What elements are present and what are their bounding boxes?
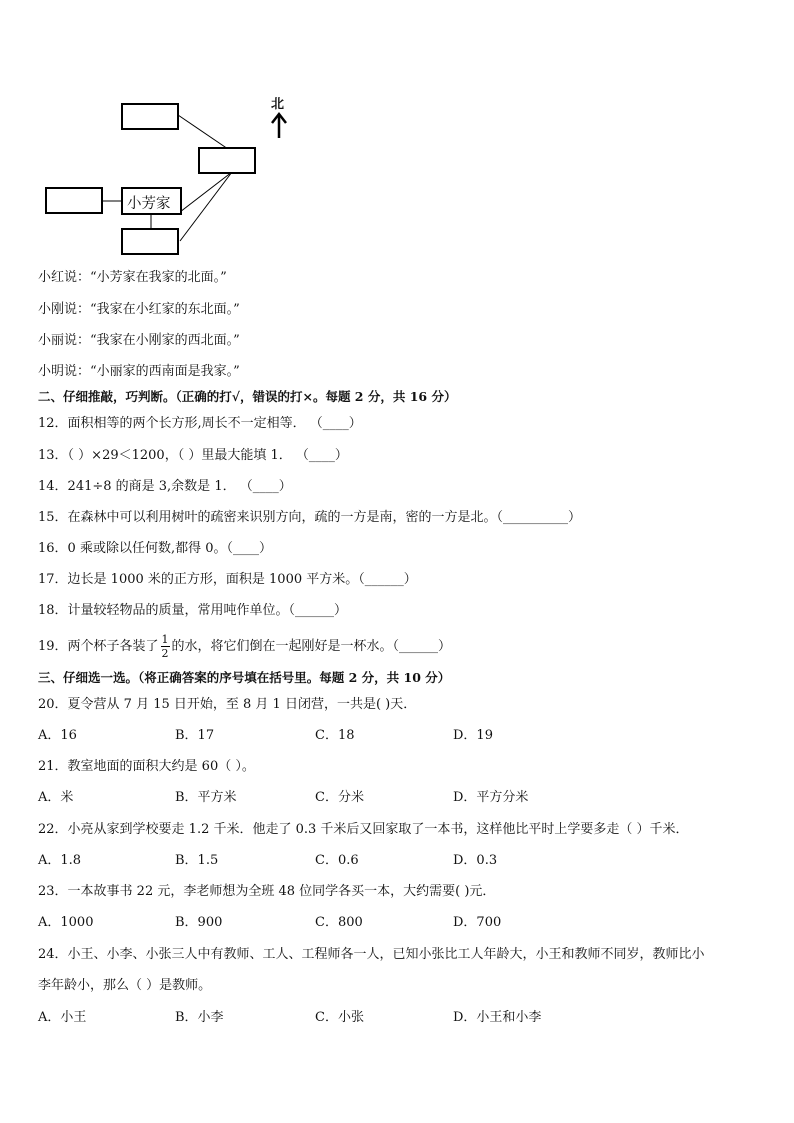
q20-option-b: B．17 <box>175 728 215 743</box>
q20-option-d: D．19 <box>453 728 493 743</box>
q21-option-a: A．米 <box>38 790 74 805</box>
blank-box-left <box>45 187 103 214</box>
blank-box-bottom <box>121 228 179 255</box>
q24-option-b: B．小李 <box>175 1010 224 1025</box>
question-24-line1: 24．小王、小李、小张三人中有教师、工人、工程师各一人，已知小张比工人年龄大，小王和教师不同岁，教师比小 <box>38 947 705 962</box>
q23-option-b: B．900 <box>175 915 223 930</box>
question-19-suffix: 的水，将它们倒在一起刚好是一杯水。（______） <box>171 639 452 654</box>
q22-option-b: B．1.5 <box>175 853 219 868</box>
question-17: 17．边长是 1000 米的正方形，面积是 1000 平方米。（______） <box>38 572 417 587</box>
center-home-label: 小芳家 <box>127 196 171 212</box>
fraction-denominator: 2 <box>161 647 169 660</box>
q20-option-c: C．18 <box>315 728 355 743</box>
question-21: 21．教室地面的面积大约是 60（ ）。 <box>38 759 255 774</box>
question-20: 20．夏令营从 7 月 15 日开始，至 8 月 1 日闭营，一共是( )天． <box>38 697 417 712</box>
question-12: 12．面积相等的两个长方形,周长不一定相等． （____） <box>38 416 362 431</box>
q23-option-d: D．700 <box>453 915 502 930</box>
q22-option-d: D．0.3 <box>453 853 498 868</box>
question-23: 23．一本故事书 22 元，李老师想为全班 48 位同学各买一本，大约需要( )元． <box>38 884 496 899</box>
question-15: 15．在森林中可以利用树叶的疏密来识别方向，疏的一方是南，密的一方是北。（__________） <box>38 510 582 525</box>
q24-option-a: A．小王 <box>38 1010 87 1025</box>
section3-heading: 三、仔细选一选。（将正确答案的序号填在括号里。每题 2 分，共 10 分） <box>38 670 451 685</box>
q22-option-c: C．0.6 <box>315 853 359 868</box>
q23-option-a: A．1000 <box>38 915 94 930</box>
q24-option-d: D．小王和小李 <box>453 1010 542 1025</box>
blank-box-top <box>121 103 179 130</box>
fraction-numerator: 1 <box>161 633 169 646</box>
q21-option-c: C．分米 <box>315 790 364 805</box>
diagram-connectors <box>0 0 320 260</box>
question-22: 22．小亮从家到学校要走 1.2 千米．他走了 0.3 千米后又回家取了一本书，这样他比平时上学要多走（ ）千米． <box>38 822 689 837</box>
question-18: 18．计量较轻物品的质量，常用吨作单位。（______） <box>38 603 348 618</box>
statement-4: 小明说：“小丽家的西南面是我家。” <box>38 364 240 379</box>
q23-option-c: C．800 <box>315 915 363 930</box>
q20-option-a: A．16 <box>38 728 77 743</box>
center-home-box <box>121 187 182 215</box>
question-19 <box>38 633 451 660</box>
statement-2: 小刚说：“我家在小红家的东北面。” <box>38 302 240 317</box>
question-24-line2: 李年龄小，那么（ ）是教师。 <box>38 978 212 993</box>
q21-option-b: B．平方米 <box>175 790 237 805</box>
question-16: 16．0 乘或除以任何数,都得 0。（____） <box>38 541 272 556</box>
q22-option-a: A．1.8 <box>38 853 82 868</box>
section2-heading: 二、仔细推敲，巧判断。（正确的打√，错误的打×。每题 2 分，共 16 分） <box>38 389 457 404</box>
question-14: 14．241÷8 的商是 3,余数是 1． （____） <box>38 479 292 494</box>
question-19-prefix: 19．两个杯子各装了 <box>38 639 159 654</box>
connector-line-top <box>178 115 228 149</box>
blank-box-right <box>198 147 256 174</box>
fraction-one-half <box>161 633 170 660</box>
q24-option-c: C．小张 <box>315 1010 364 1025</box>
statement-1: 小红说：“小芳家在我家的北面。” <box>38 270 227 285</box>
q21-option-d: D．平方分米 <box>453 790 529 805</box>
north-label: 北 <box>271 97 285 112</box>
statement-3: 小丽说：“我家在小刚家的西北面。” <box>38 333 240 348</box>
question-13: 13．（ ）×29＜1200，（ ）里最大能填 1． （____） <box>38 448 348 463</box>
